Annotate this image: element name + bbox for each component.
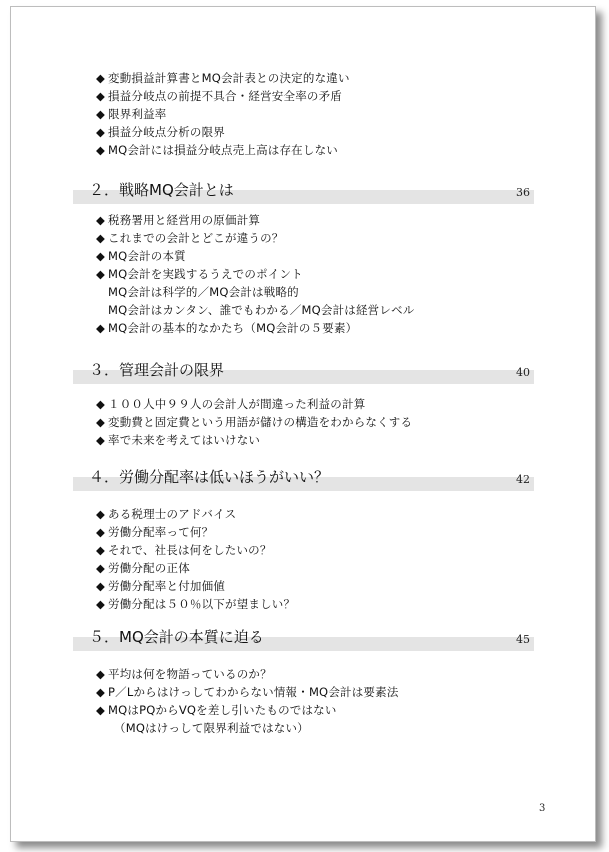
diamond-bullet-icon: ◆ [96,397,106,411]
list-item: ◆ P／Lからはけっしてわからない情報・MQ会計は要素法 [96,685,399,699]
section-list [96,665,399,737]
diamond-bullet-icon: ◆ [96,231,106,245]
sub-item: MQ会計はカンタン、誰でもわかる／MQ会計は経営レベル [108,303,415,317]
section-heading [73,360,534,386]
list-item: ◆ それで、社長は何をしたいの？ [96,543,272,557]
section-heading [73,627,534,653]
diamond-bullet-icon: ◆ [96,213,106,227]
section-heading [73,467,534,493]
section-page-number: 36 [516,186,530,199]
list-item: ◆ 平均は何を物語っているのか？ [96,667,272,681]
section-page-number: 40 [516,366,530,379]
list-item: ◆ 損益分岐点の前提不具合・経営安全率の矛盾 [96,89,342,103]
diamond-bullet-icon: ◆ [96,703,106,717]
diamond-bullet-icon: ◆ [96,321,106,335]
list-item: ◆ ある税理士のアドバイス [96,507,237,521]
list-item: ◆ 変動損益計算書とMQ会計表との決定的な違い [96,71,350,85]
diamond-bullet-icon: ◆ [96,597,106,611]
diamond-bullet-icon: ◆ [96,249,106,263]
diamond-bullet-icon: ◆ [96,71,106,85]
note-item: （MQはけっして限界利益ではない） [114,721,309,735]
diamond-bullet-icon: ◆ [96,685,106,699]
list-item: ◆ 労働分配は５０％以下が望ましい？ [96,597,296,611]
diamond-bullet-icon: ◆ [96,415,106,429]
intro-list [96,69,350,159]
list-item: ◆ MQ会計の本質 [96,249,186,263]
diamond-bullet-icon: ◆ [96,89,106,103]
list-item: ◆ MQ会計を実践するうえでのポイント [96,267,303,281]
section-title: ３．管理会計の限界 [89,361,225,379]
list-item: ◆ 労働分配の正体 [96,561,190,575]
list-item: ◆ １００人中９９人の会計人が間違った利益の計算 [96,397,366,411]
page-number: 3 [539,803,546,814]
section-heading [73,180,534,206]
diamond-bullet-icon: ◆ [96,125,106,139]
list-item: ◆ 限界利益率 [96,107,167,121]
diamond-bullet-icon: ◆ [96,667,106,681]
diamond-bullet-icon: ◆ [96,267,106,281]
list-item: ◆ MQ会計の基本的なかたち（MQ会計の５要素） [96,321,358,335]
diamond-bullet-icon: ◆ [96,561,106,575]
section-page-number: 45 [516,633,530,646]
section-title: ５．MQ会計の本質に迫る [89,628,264,646]
diamond-bullet-icon: ◆ [96,507,106,521]
section-list [96,505,295,613]
diamond-bullet-icon: ◆ [96,579,106,593]
list-item: ◆ 変動費と固定費という用語が儲けの構造をわからなくする [96,415,413,429]
section-list [96,211,414,337]
list-item: ◆ これまでの会計とどこが違うの？ [96,231,284,245]
sub-item: MQ会計は科学的／MQ会計は戦略的 [108,285,299,299]
list-item: ◆ 率で未来を考えてはいけない [96,433,261,447]
list-item: ◆ 損益分岐点分析の限界 [96,125,225,139]
list-item: ◆ 税務署用と経営用の原価計算 [96,213,261,227]
diamond-bullet-icon: ◆ [96,543,106,557]
section-page-number: 42 [516,473,530,486]
list-item: ◆ 労働分配率って何？ [96,525,214,539]
list-item: ◆ MQ会計には損益分岐点売上高は存在しない [96,143,338,157]
section-title: ２．戦略MQ会計とは [89,181,234,199]
diamond-bullet-icon: ◆ [96,143,106,157]
diamond-bullet-icon: ◆ [96,525,106,539]
diamond-bullet-icon: ◆ [96,433,106,447]
diamond-bullet-icon: ◆ [96,107,106,121]
list-item: ◆ 労働分配率と付加価値 [96,579,225,593]
section-title: ４．労働分配率は低いほうがいい？ [89,468,330,486]
list-item: ◆ MQはPQからVQを差し引いたものではない [96,703,337,717]
section-list [96,395,412,449]
